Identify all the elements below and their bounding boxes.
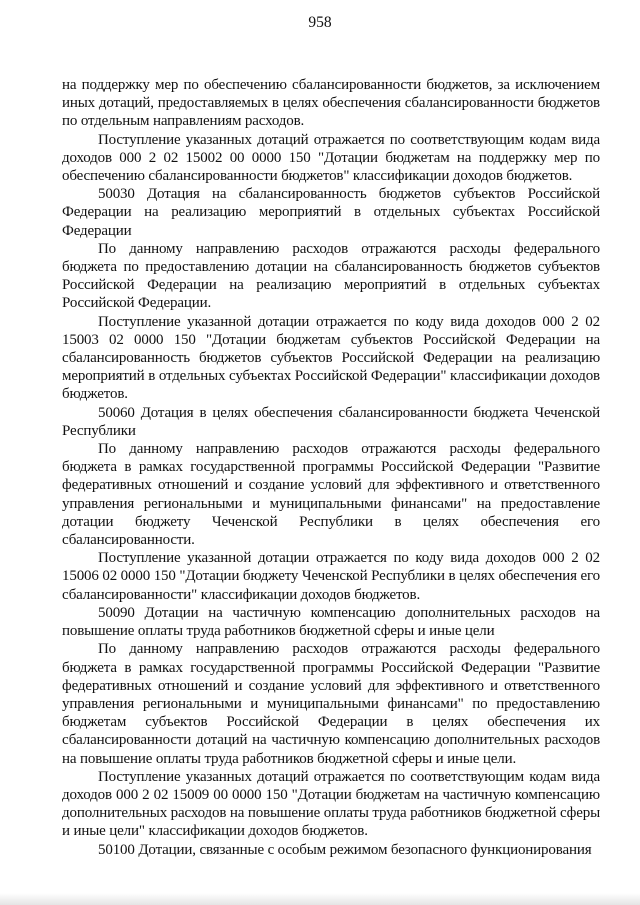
- paragraph-4: По данному направлению расходов отражаются расходы федерального бюджета по предоставлению дотации на сбалансированность бюджетов субъектов Российской Федерации на реализацию мероприятий в отдельных субъектах Российской Федерации.: [62, 240, 600, 312]
- document-body: [62, 76, 600, 859]
- page-bottom-edge: [0, 893, 640, 905]
- paragraph-9: 50090 Дотации на частичную компенсацию дополнительных расходов на повышение оплаты труда работников бюджетной сферы и иные цели: [62, 604, 600, 640]
- paragraph-10: По данному направлению расходов отражаются расходы федерального бюджета в рамках государственной программы Российской Федерации "Развитие федеративных отношений и создание условий для эффективного и ответственного управления региональными и муниципальными финансами" по предоставлению бюджетам субъектов Российской Федерации в целях обеспечения их сбалансированности дотаций на частичную компенсацию дополнительных расходов на повышение оплаты труда работников бюджетной сферы и иные цели.: [62, 641, 600, 767]
- paragraph-3: 50030 Дотация на сбалансированность бюджетов субъектов Российской Федерации на реализацию мероприятий в отдельных субъектах Российской Федерации: [62, 186, 600, 239]
- paragraph-7: По данному направлению расходов отражаются расходы федерального бюджета в рамках государственной программы Российской Федерации "Развитие федеративных отношений и создание условий для эффективного и ответственного управления региональными и муниципальными финансами" на предоставление дотации бюджету Чеченской Республики в целях обеспечения его сбалансированности.: [62, 441, 600, 549]
- paragraph-12: 50100 Дотации, связанные с особым режимом безопасного функционирования: [98, 841, 592, 858]
- page-number: 958: [308, 14, 332, 31]
- paragraph-11: Поступление указанных дотаций отражается по соответствующим кодам вида доходов 000 2 02 15009 00 0000 150 "Дотации бюджетам на частичную компенсацию дополнительных расходов на повышение оплаты труда работников бюджетной сферы и иные цели" классификации доходов бюджетов.: [62, 768, 600, 840]
- paragraph-6: 50060 Дотация в целях обеспечения сбалансированности бюджета Чеченской Республики: [62, 404, 600, 439]
- paragraph-8: Поступление указанной дотации отражается по коду вида доходов 000 2 02 15006 02 0000 150 "Дотации бюджету Чеченской Республики в целях обеспечения его сбалансированности" классификации доходов бюджетов.: [62, 550, 600, 603]
- paragraph-5: Поступление указанной дотации отражается по коду вида доходов 000 2 02 15003 02 0000 150 "Дотации бюджетам субъектов Российской Федерации на сбалансированность бюджетов субъектов Российской Федерации на реализацию мероприятий в отдельных субъектах Российской Федерации" классификации доходов бюджетов.: [62, 313, 600, 403]
- paragraph-2: Поступление указанных дотаций отражается по соответствующим кодам вида доходов 000 2 02 15002 00 0000 150 "Дотации бюджетам на поддержку мер по обеспечению сбалансированности бюджетов" классификации доходов бюджетов.: [62, 131, 600, 185]
- paragraph-1: на поддержку мер по обеспечению сбалансированности бюджетов, за исключением иных дотаций, предоставляемых в целях обеспечения сбалансированности бюджетов по отдельным направлениям расходов.: [62, 77, 600, 130]
